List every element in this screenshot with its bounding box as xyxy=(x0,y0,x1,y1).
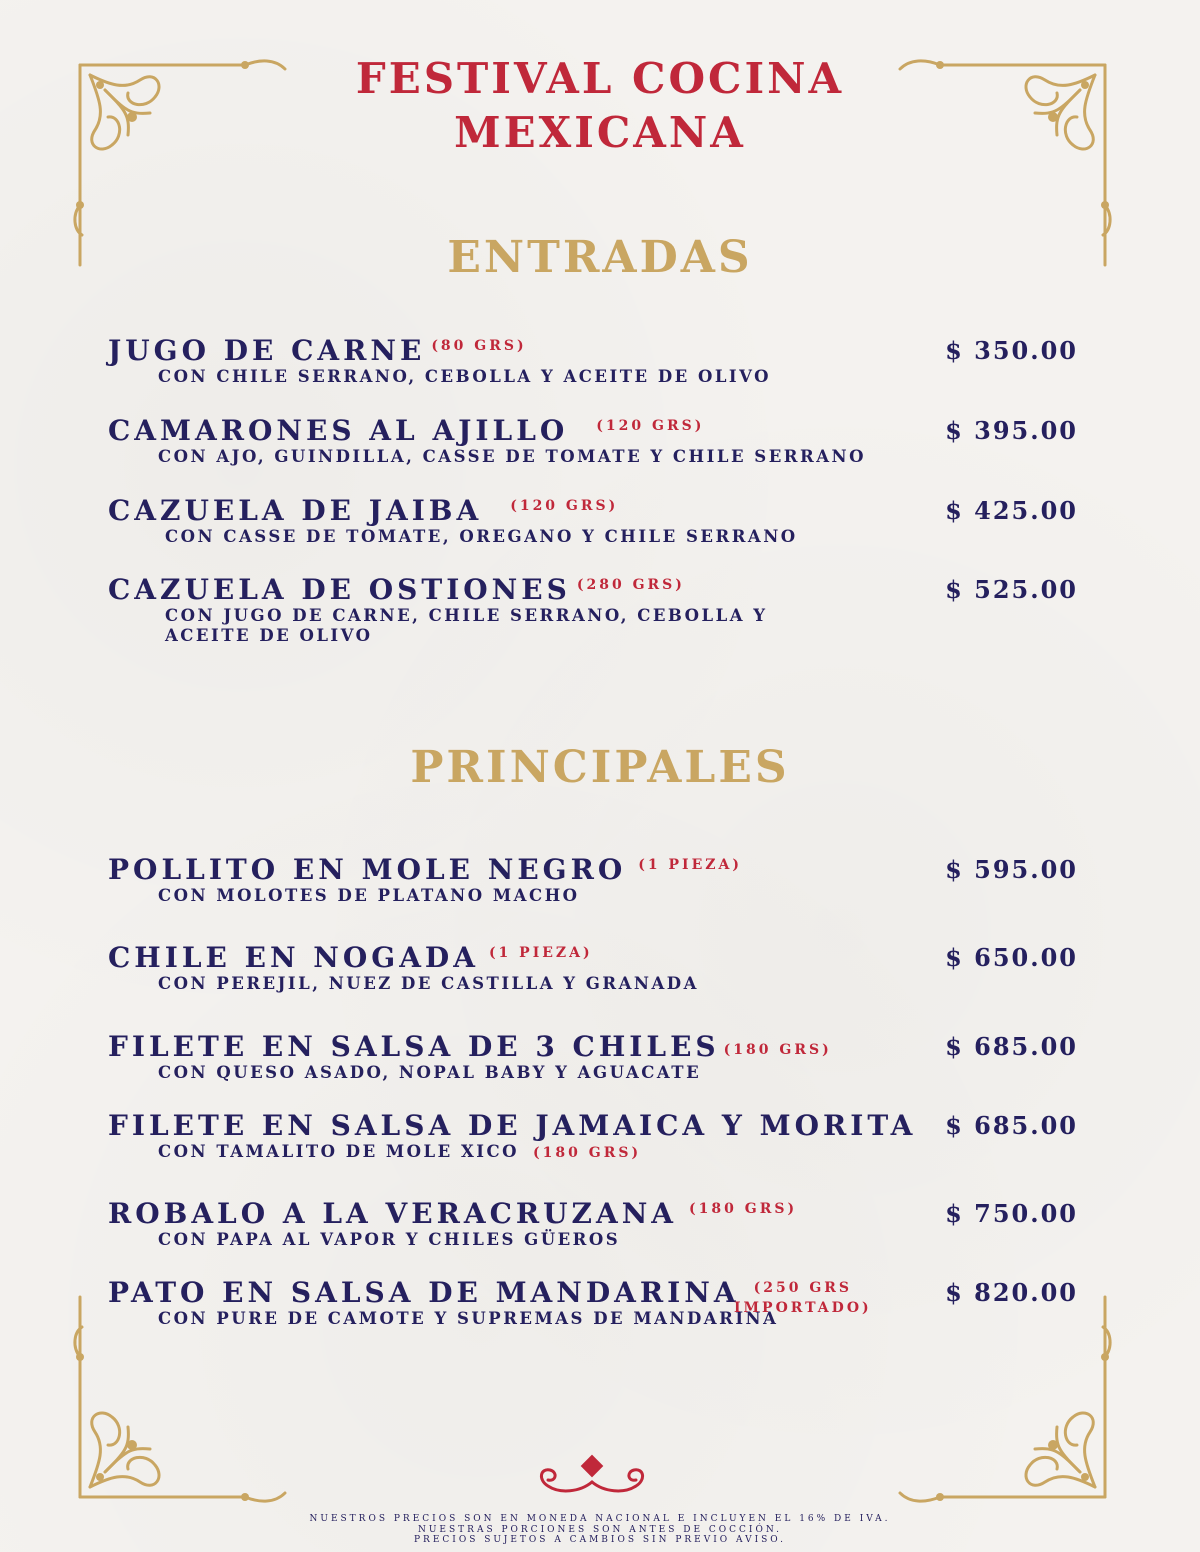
page-title xyxy=(0,52,1200,160)
item-price: $ 685.00 xyxy=(945,1032,1078,1061)
item-description-line-1: CON JUGO DE CARNE, CHILE SERRANO, CEBOLLA Y xyxy=(165,606,768,625)
section-title-entradas: ENTRADAS xyxy=(447,232,753,283)
item-portion: (180 GRS) xyxy=(723,1042,832,1058)
item-portion: (280 GRS) xyxy=(576,577,685,593)
flourish-icon xyxy=(530,1452,654,1502)
item-portion: (120 GRS) xyxy=(510,498,619,514)
item-price: $ 820.00 xyxy=(945,1278,1078,1307)
item-portion-line-1: (250 GRS xyxy=(753,1280,853,1296)
menu-item xyxy=(108,1276,1078,1329)
item-portion: (120 GRS) xyxy=(596,418,705,434)
item-price: $ 650.00 xyxy=(945,943,1078,972)
item-portion: (1 PIEZA) xyxy=(638,857,742,873)
item-name: JUGO DE CARNE xyxy=(108,334,426,367)
menu-item xyxy=(108,414,1078,467)
item-name: ROBALO A LA VERACRUZANA xyxy=(108,1197,678,1230)
item-price: $ 685.00 xyxy=(945,1111,1078,1140)
item-portion: (180 GRS) xyxy=(533,1145,642,1161)
item-name: FILETE EN SALSA DE 3 CHILES xyxy=(108,1030,720,1063)
item-description: CON TAMALITO DE MOLE XICO xyxy=(158,1142,520,1161)
item-description-line-2: ACEITE DE OLIVO xyxy=(165,626,373,645)
item-name: CAMARONES AL AJILLO xyxy=(108,414,569,447)
item-portion: (80 GRS) xyxy=(431,338,527,354)
menu-item xyxy=(108,1109,1078,1163)
item-description: CON PEREJIL, NUEZ DE CASTILLA Y GRANADA xyxy=(158,974,699,993)
item-description: CON AJO, GUINDILLA, CASSE DE TOMATE Y CHILE SERRANO xyxy=(158,447,866,466)
footer-note: NUESTROS PRECIOS SON EN MONEDA NACIONAL E INCLUYEN EL 16% DE IVA. xyxy=(309,1514,891,1524)
item-description: CON CASSE DE TOMATE, OREGANO Y CHILE SERRANO xyxy=(165,527,798,546)
item-price: $ 425.00 xyxy=(945,496,1078,525)
item-name: CAZUELA DE OSTIONES xyxy=(108,573,571,606)
menu-item xyxy=(108,1030,1078,1083)
item-name: FILETE EN SALSA DE JAMAICA Y MORITA xyxy=(108,1109,917,1142)
section-title-principales: PRINCIPALES xyxy=(410,742,790,793)
item-name: CHILE EN NOGADA xyxy=(108,941,479,974)
item-description: CON QUESO ASADO, NOPAL BABY Y AGUACATE xyxy=(158,1063,702,1082)
menu-item xyxy=(108,941,1078,994)
menu-item xyxy=(108,1197,1078,1250)
item-name: POLLITO EN MOLE NEGRO xyxy=(108,853,627,886)
item-name: PATO EN SALSA DE MANDARINA xyxy=(108,1276,740,1309)
item-name: CAZUELA DE JAIBA xyxy=(108,494,483,527)
footer-ornament xyxy=(530,1452,654,1502)
menu-item xyxy=(108,494,1078,547)
item-description: CON PAPA AL VAPOR Y CHILES GÜEROS xyxy=(158,1230,621,1249)
item-price: $ 750.00 xyxy=(945,1199,1078,1228)
menu-item xyxy=(108,334,1078,387)
item-portion: (1 PIEZA) xyxy=(488,945,593,961)
footer-note: PRECIOS SUJETOS A CAMBIOS SIN PREVIO AVISO. xyxy=(413,1535,786,1545)
item-description-row xyxy=(158,1142,1078,1163)
menu-item xyxy=(108,853,1078,906)
footer-note: NUESTRAS PORCIONES SON ANTES DE COCCIÓN. xyxy=(417,1524,783,1535)
item-price: $ 595.00 xyxy=(945,855,1078,884)
title-line-1: FESTIVAL COCINA xyxy=(355,54,845,103)
item-portion-line-2: IMPORTADO) xyxy=(734,1300,872,1316)
footer-notes xyxy=(0,1514,1200,1546)
item-price: $ 525.00 xyxy=(945,575,1078,604)
title-line-2: MEXICANA xyxy=(454,108,746,157)
item-portion xyxy=(734,1278,872,1318)
item-price: $ 395.00 xyxy=(945,416,1078,445)
item-description: CON PURE DE CAMOTE Y SUPREMAS DE MANDARINA xyxy=(158,1309,779,1328)
item-price: $ 350.00 xyxy=(945,336,1078,365)
menu-item xyxy=(108,573,1078,646)
item-description: CON MOLOTES DE PLATANO MACHO xyxy=(158,886,580,905)
item-description: CON CHILE SERRANO, CEBOLLA Y ACEITE DE OLIVO xyxy=(158,367,772,386)
item-portion: (180 GRS) xyxy=(689,1201,798,1217)
